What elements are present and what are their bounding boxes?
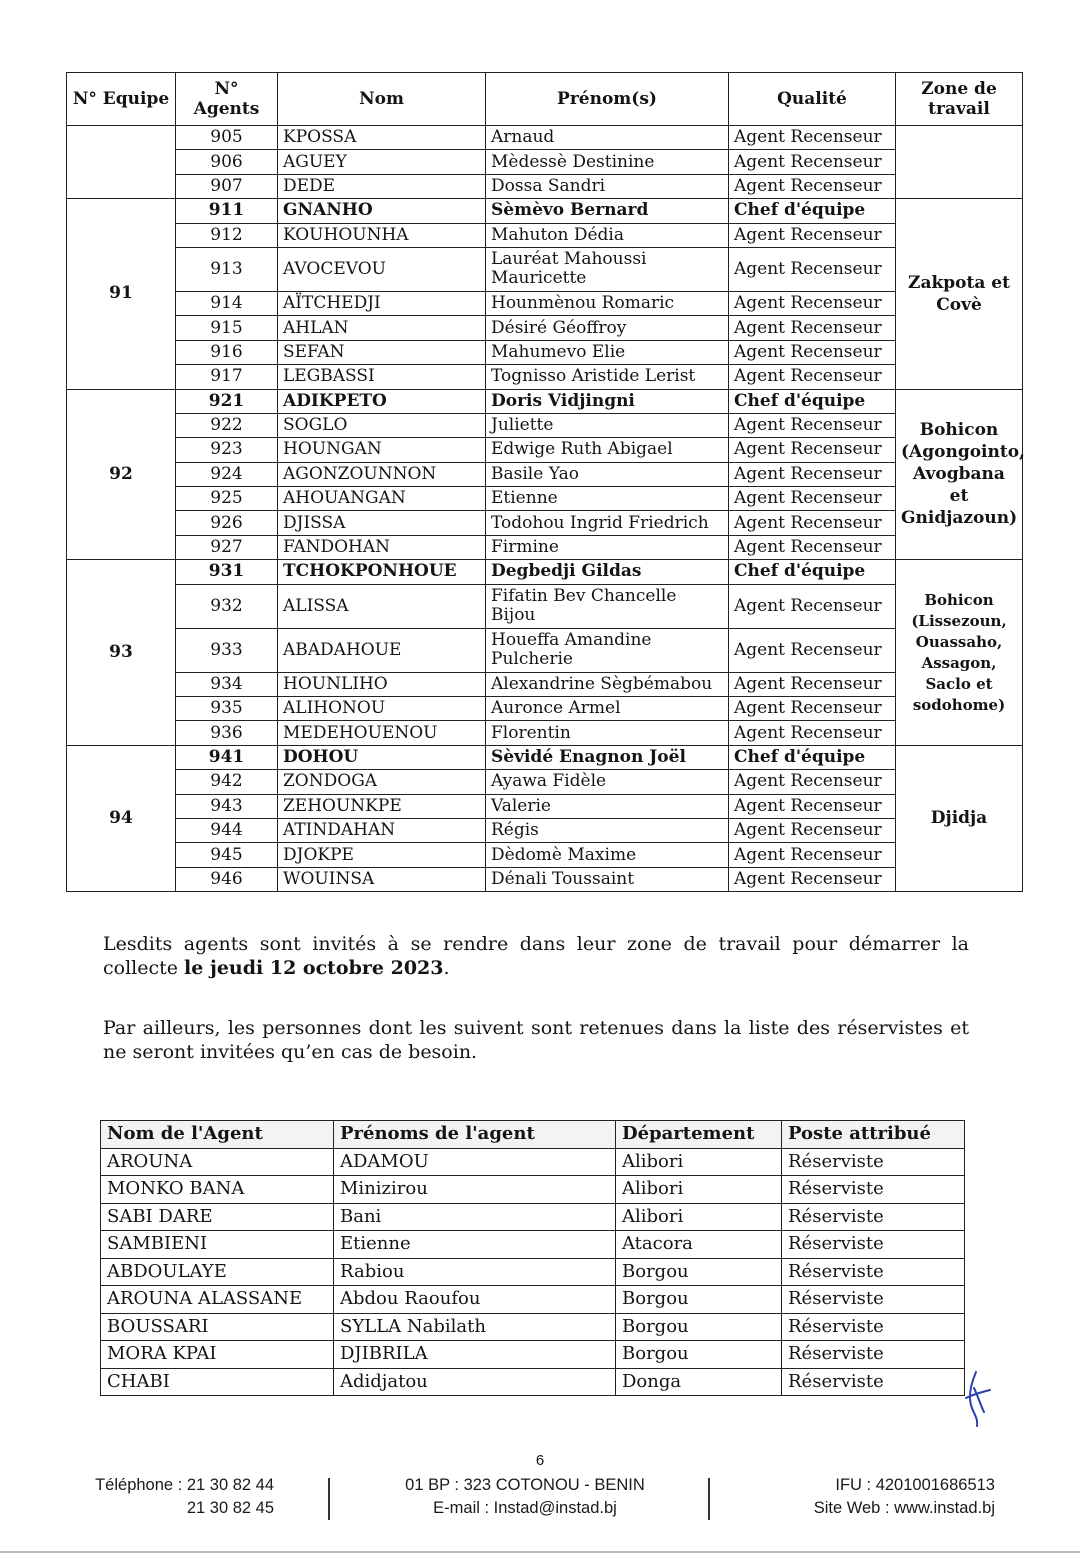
reserve-surname: AROUNA bbox=[101, 1148, 334, 1176]
agent-row bbox=[67, 389, 1023, 413]
agent-row bbox=[67, 794, 1023, 818]
agent-row bbox=[67, 697, 1023, 721]
agent-surname: AVOCEVOU bbox=[278, 247, 486, 291]
agent-row bbox=[67, 199, 1023, 223]
reserve-post: Réserviste bbox=[782, 1286, 965, 1314]
agent-row bbox=[67, 628, 1023, 672]
agent-surname: LEGBASSI bbox=[278, 365, 486, 389]
agent-surname: SEFAN bbox=[278, 340, 486, 364]
agent-surname: TCHOKPONHOUE bbox=[278, 560, 486, 584]
agents-table-body bbox=[67, 126, 1023, 892]
header-equipe: N° Equipe bbox=[67, 73, 176, 126]
agent-number: 922 bbox=[176, 413, 278, 437]
reserve-firstnames: ADAMOU bbox=[334, 1148, 616, 1176]
footer-email: E-mail : Instad@instad.bj bbox=[433, 1499, 617, 1517]
agent-role: Agent Recenseur bbox=[729, 584, 896, 628]
reserve-surname: AROUNA ALASSANE bbox=[101, 1286, 334, 1314]
agent-role: Agent Recenseur bbox=[729, 511, 896, 535]
agent-row bbox=[67, 126, 1023, 150]
page-number: 6 bbox=[535, 1452, 545, 1469]
agent-role: Agent Recenseur bbox=[729, 126, 896, 150]
header-poste: Poste attribué bbox=[782, 1121, 965, 1149]
footer-phone-line2: 21 30 82 45 bbox=[186, 1499, 274, 1517]
agent-surname: DJOKPE bbox=[278, 843, 486, 867]
agent-firstnames: Sèmèvo Bernard bbox=[486, 199, 729, 223]
agent-firstnames: Firmine bbox=[486, 535, 729, 559]
agent-number: 935 bbox=[176, 697, 278, 721]
reserve-department: Donga bbox=[616, 1368, 782, 1396]
agent-surname: ABADAHOUE bbox=[278, 628, 486, 672]
footer-divider bbox=[708, 1478, 710, 1520]
agent-role: Agent Recenseur bbox=[729, 697, 896, 721]
agent-number: 946 bbox=[176, 867, 278, 891]
agent-firstnames: Auronce Armel bbox=[486, 697, 729, 721]
agent-firstnames: Valerie bbox=[486, 794, 729, 818]
agent-firstnames: Lauréat Mahoussi Mauricette bbox=[486, 247, 729, 291]
agent-surname: HOUNLIHO bbox=[278, 672, 486, 696]
reserve-department: Borgou bbox=[616, 1286, 782, 1314]
reserve-row bbox=[101, 1231, 965, 1259]
start-date: le jeudi 12 octobre 2023 bbox=[184, 957, 444, 979]
reserve-department: Borgou bbox=[616, 1258, 782, 1286]
agent-surname: AGUEY bbox=[278, 150, 486, 174]
reserve-department: Alibori bbox=[616, 1176, 782, 1204]
agent-role: Agent Recenseur bbox=[729, 291, 896, 315]
reserve-department: Alibori bbox=[616, 1203, 782, 1231]
reserve-firstnames: Etienne bbox=[334, 1231, 616, 1259]
agent-number: 941 bbox=[176, 745, 278, 769]
agent-number: 933 bbox=[176, 628, 278, 672]
agent-number: 934 bbox=[176, 672, 278, 696]
agents-table bbox=[66, 72, 1023, 892]
agent-row bbox=[67, 818, 1023, 842]
agent-row bbox=[67, 247, 1023, 291]
agent-row bbox=[67, 584, 1023, 628]
reserve-post: Réserviste bbox=[782, 1231, 965, 1259]
agent-number: 916 bbox=[176, 340, 278, 364]
reserve-surname: ABDOULAYE bbox=[101, 1258, 334, 1286]
agent-number: 936 bbox=[176, 721, 278, 745]
reserve-surname: MORA KPAI bbox=[101, 1341, 334, 1369]
work-zone bbox=[896, 126, 1023, 199]
reserve-surname: CHABI bbox=[101, 1368, 334, 1396]
agent-role: Agent Recenseur bbox=[729, 316, 896, 340]
agent-number: 927 bbox=[176, 535, 278, 559]
agent-row bbox=[67, 462, 1023, 486]
agent-row bbox=[67, 843, 1023, 867]
footer-postal: 01 BP : 323 COTONOU - BENIN bbox=[405, 1476, 645, 1494]
agent-firstnames: Régis bbox=[486, 818, 729, 842]
agent-role: Chef d'équipe bbox=[729, 745, 896, 769]
footer-divider bbox=[328, 1478, 330, 1520]
team-number bbox=[67, 126, 176, 199]
team-number: 94 bbox=[67, 745, 176, 891]
reserve-row bbox=[101, 1176, 965, 1204]
reserve-table-header bbox=[101, 1121, 965, 1149]
reserve-firstnames: DJIBRILA bbox=[334, 1341, 616, 1369]
work-zone: Djidja bbox=[896, 745, 1023, 891]
reserve-surname: SABI DARE bbox=[101, 1203, 334, 1231]
agent-firstnames: Alexandrine Sègbémabou bbox=[486, 672, 729, 696]
reserve-department: Borgou bbox=[616, 1313, 782, 1341]
agent-role: Agent Recenseur bbox=[729, 438, 896, 462]
agent-surname: ADIKPETO bbox=[278, 389, 486, 413]
agent-row bbox=[67, 721, 1023, 745]
agent-row bbox=[67, 487, 1023, 511]
agent-row bbox=[67, 511, 1023, 535]
header-agents: N° Agents bbox=[176, 73, 278, 126]
agent-number: 926 bbox=[176, 511, 278, 535]
reserve-firstnames: SYLLA Nabilath bbox=[334, 1313, 616, 1341]
agent-surname: ATINDAHAN bbox=[278, 818, 486, 842]
reserve-surname: BOUSSARI bbox=[101, 1313, 334, 1341]
team-number: 91 bbox=[67, 199, 176, 389]
header-prenoms: Prénom(s) bbox=[486, 73, 729, 126]
bottom-rule bbox=[0, 1551, 1080, 1553]
agent-role: Agent Recenseur bbox=[729, 770, 896, 794]
agent-role: Agent Recenseur bbox=[729, 487, 896, 511]
agent-role: Agent Recenseur bbox=[729, 672, 896, 696]
agent-number: 944 bbox=[176, 818, 278, 842]
agent-role: Agent Recenseur bbox=[729, 867, 896, 891]
footer-ids bbox=[740, 1474, 995, 1520]
reserve-row bbox=[101, 1341, 965, 1369]
agent-firstnames: Juliette bbox=[486, 413, 729, 437]
agent-surname: ALISSA bbox=[278, 584, 486, 628]
footer-address bbox=[360, 1474, 690, 1520]
agent-firstnames: Basile Yao bbox=[486, 462, 729, 486]
agent-number: 915 bbox=[176, 316, 278, 340]
agent-number: 931 bbox=[176, 560, 278, 584]
signature-mark bbox=[960, 1368, 994, 1430]
reserve-post: Réserviste bbox=[782, 1203, 965, 1231]
header-zone: Zone de travail bbox=[896, 73, 1023, 126]
agent-row bbox=[67, 316, 1023, 340]
agent-row bbox=[67, 413, 1023, 437]
agent-surname: FANDOHAN bbox=[278, 535, 486, 559]
agent-firstnames: Dénali Toussaint bbox=[486, 867, 729, 891]
agent-surname: DJISSA bbox=[278, 511, 486, 535]
reserve-table-body bbox=[101, 1148, 965, 1396]
agent-row bbox=[67, 223, 1023, 247]
agent-number: 913 bbox=[176, 247, 278, 291]
work-zone: Bohicon (Agongointo, Avogbana et Gnidjazoun) bbox=[896, 389, 1023, 560]
agent-number: 905 bbox=[176, 126, 278, 150]
agent-row bbox=[67, 560, 1023, 584]
agent-number: 906 bbox=[176, 150, 278, 174]
agent-row bbox=[67, 672, 1023, 696]
agent-number: 932 bbox=[176, 584, 278, 628]
agent-role: Agent Recenseur bbox=[729, 462, 896, 486]
agents-table-header bbox=[67, 73, 1023, 126]
agent-number: 923 bbox=[176, 438, 278, 462]
reserve-department: Atacora bbox=[616, 1231, 782, 1259]
reserve-post: Réserviste bbox=[782, 1148, 965, 1176]
agent-surname: WOUINSA bbox=[278, 867, 486, 891]
reserve-department: Alibori bbox=[616, 1148, 782, 1176]
agent-firstnames: Doris Vidjingni bbox=[486, 389, 729, 413]
reserve-row bbox=[101, 1258, 965, 1286]
agent-role: Agent Recenseur bbox=[729, 721, 896, 745]
agent-number: 924 bbox=[176, 462, 278, 486]
header-departement: Département bbox=[616, 1121, 782, 1149]
header-nom-agent: Nom de l'Agent bbox=[101, 1121, 334, 1149]
agent-role: Agent Recenseur bbox=[729, 247, 896, 291]
agent-row bbox=[67, 174, 1023, 198]
footer-phone-line1: Téléphone : 21 30 82 44 bbox=[95, 1476, 274, 1494]
agent-role: Agent Recenseur bbox=[729, 365, 896, 389]
agent-firstnames: Dèdomè Maxime bbox=[486, 843, 729, 867]
intro-text: Lesdits agents sont invités à se rendre dans leur zone de travail pour démarrer la collecte bbox=[103, 933, 969, 979]
agent-role: Agent Recenseur bbox=[729, 150, 896, 174]
reserve-surname: SAMBIENI bbox=[101, 1231, 334, 1259]
agent-firstnames: Todohou Ingrid Friedrich bbox=[486, 511, 729, 535]
agent-number: 912 bbox=[176, 223, 278, 247]
agent-role: Agent Recenseur bbox=[729, 174, 896, 198]
header-nom: Nom bbox=[278, 73, 486, 126]
agent-surname: ALIHONOU bbox=[278, 697, 486, 721]
agent-surname: GNANHO bbox=[278, 199, 486, 223]
header-prenoms-agent: Prénoms de l'agent bbox=[334, 1121, 616, 1149]
reserve-post: Réserviste bbox=[782, 1341, 965, 1369]
agent-surname: ZEHOUNKPE bbox=[278, 794, 486, 818]
agent-row bbox=[67, 365, 1023, 389]
agent-row bbox=[67, 770, 1023, 794]
agent-row bbox=[67, 340, 1023, 364]
reserve-surname: MONKO BANA bbox=[101, 1176, 334, 1204]
agent-role: Chef d'équipe bbox=[729, 199, 896, 223]
agent-number: 945 bbox=[176, 843, 278, 867]
reserve-table bbox=[100, 1120, 965, 1396]
agent-firstnames: Arnaud bbox=[486, 126, 729, 150]
footer-ifu: IFU : 4201001686513 bbox=[835, 1476, 995, 1494]
agent-firstnames: Ayawa Fidèle bbox=[486, 770, 729, 794]
reserve-firstnames: Minizirou bbox=[334, 1176, 616, 1204]
reserve-post: Réserviste bbox=[782, 1368, 965, 1396]
agent-row bbox=[67, 867, 1023, 891]
agent-number: 914 bbox=[176, 291, 278, 315]
agent-firstnames: Degbedji Gildas bbox=[486, 560, 729, 584]
agent-firstnames: Mahuton Dédia bbox=[486, 223, 729, 247]
agent-role: Chef d'équipe bbox=[729, 560, 896, 584]
intro-end: . bbox=[443, 957, 450, 979]
agent-firstnames: Sèvidé Enagnon Joël bbox=[486, 745, 729, 769]
agent-role: Agent Recenseur bbox=[729, 340, 896, 364]
agent-firstnames: Fifatin Bev Chancelle Bijou bbox=[486, 584, 729, 628]
agent-number: 907 bbox=[176, 174, 278, 198]
footer-phone bbox=[64, 1474, 274, 1520]
reserve-paragraph: Par ailleurs, les personnes dont les suivent sont retenues dans la liste des réservistes et ne seront invitées qu’en cas de besoin. bbox=[103, 1017, 969, 1063]
agent-role: Agent Recenseur bbox=[729, 413, 896, 437]
agent-surname: AÏTCHEDJI bbox=[278, 291, 486, 315]
agent-surname: DEDE bbox=[278, 174, 486, 198]
reserve-department: Borgou bbox=[616, 1341, 782, 1369]
agent-firstnames: Edwige Ruth Abigael bbox=[486, 438, 729, 462]
agent-surname: KPOSSA bbox=[278, 126, 486, 150]
agent-firstnames: Hounmènou Romaric bbox=[486, 291, 729, 315]
agent-surname: AHLAN bbox=[278, 316, 486, 340]
reserve-firstnames: Abdou Raoufou bbox=[334, 1286, 616, 1314]
team-number: 92 bbox=[67, 389, 176, 560]
reserve-row bbox=[101, 1203, 965, 1231]
agent-firstnames: Dossa Sandri bbox=[486, 174, 729, 198]
agent-surname: AGONZOUNNON bbox=[278, 462, 486, 486]
reserve-post: Réserviste bbox=[782, 1176, 965, 1204]
agent-firstnames: Tognisso Aristide Lerist bbox=[486, 365, 729, 389]
agent-number: 925 bbox=[176, 487, 278, 511]
reserve-row bbox=[101, 1148, 965, 1176]
reserve-firstnames: Bani bbox=[334, 1203, 616, 1231]
team-number: 93 bbox=[67, 560, 176, 746]
agent-firstnames: Mèdessè Destinine bbox=[486, 150, 729, 174]
agent-surname: SOGLO bbox=[278, 413, 486, 437]
agent-number: 917 bbox=[176, 365, 278, 389]
work-zone: Zakpota et Covè bbox=[896, 199, 1023, 389]
reserve-post: Réserviste bbox=[782, 1313, 965, 1341]
agent-firstnames: Houeffa Amandine Pulcherie bbox=[486, 628, 729, 672]
agent-row bbox=[67, 150, 1023, 174]
agent-firstnames: Mahumevo Elie bbox=[486, 340, 729, 364]
agent-number: 911 bbox=[176, 199, 278, 223]
intro-paragraph bbox=[103, 932, 969, 980]
agent-role: Agent Recenseur bbox=[729, 818, 896, 842]
agent-number: 943 bbox=[176, 794, 278, 818]
agent-firstnames: Etienne bbox=[486, 487, 729, 511]
agent-role: Agent Recenseur bbox=[729, 223, 896, 247]
agent-number: 942 bbox=[176, 770, 278, 794]
work-zone: Bohicon (Lissezoun, Ouassaho, Assagon, Saclo et sodohome) bbox=[896, 560, 1023, 746]
agent-row bbox=[67, 535, 1023, 559]
reserve-post: Réserviste bbox=[782, 1258, 965, 1286]
agent-role: Agent Recenseur bbox=[729, 535, 896, 559]
agent-surname: AHOUANGAN bbox=[278, 487, 486, 511]
agent-role: Chef d'équipe bbox=[729, 389, 896, 413]
agent-role: Agent Recenseur bbox=[729, 794, 896, 818]
agent-surname: HOUNGAN bbox=[278, 438, 486, 462]
agent-role: Agent Recenseur bbox=[729, 843, 896, 867]
reserve-row bbox=[101, 1313, 965, 1341]
agent-surname: KOUHOUNHA bbox=[278, 223, 486, 247]
agent-firstnames: Désiré Géoffroy bbox=[486, 316, 729, 340]
agent-surname: MEDEHOUENOU bbox=[278, 721, 486, 745]
header-qualite: Qualité bbox=[729, 73, 896, 126]
agent-row bbox=[67, 438, 1023, 462]
reserve-row bbox=[101, 1368, 965, 1396]
footer-website: Site Web : www.instad.bj bbox=[813, 1499, 995, 1517]
agent-surname: ZONDOGA bbox=[278, 770, 486, 794]
reserve-firstnames: Adidjatou bbox=[334, 1368, 616, 1396]
agent-surname: DOHOU bbox=[278, 745, 486, 769]
reserve-firstnames: Rabiou bbox=[334, 1258, 616, 1286]
agent-row bbox=[67, 291, 1023, 315]
reserve-row bbox=[101, 1286, 965, 1314]
agent-firstnames: Florentin bbox=[486, 721, 729, 745]
agent-number: 921 bbox=[176, 389, 278, 413]
agent-row bbox=[67, 745, 1023, 769]
agent-role: Agent Recenseur bbox=[729, 628, 896, 672]
